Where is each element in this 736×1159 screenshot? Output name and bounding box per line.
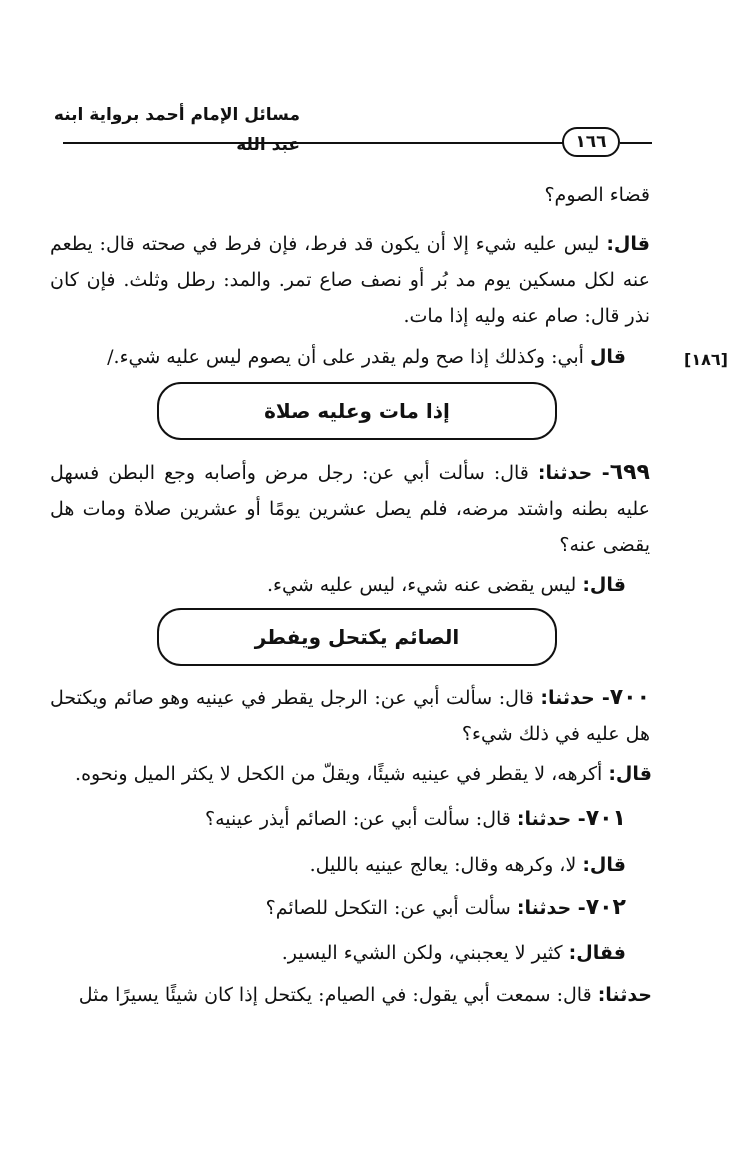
page-number: ١٦٦ (562, 127, 620, 157)
numbered-question-702 (266, 891, 626, 925)
paragraph-text: سألت أبي عن: التكحل للصائم؟ (265, 897, 517, 919)
paragraph-answer-6 (282, 936, 626, 970)
narration-label: - حدثنا: (516, 808, 586, 830)
paragraph-narration (79, 978, 652, 1012)
section-heading: إذا مات وعليه صلاة (157, 382, 557, 440)
narration-label: حدثنا: (597, 984, 652, 1006)
speaker-label: قال: (606, 233, 650, 255)
item-number: ٦٩٩ (609, 460, 650, 485)
paragraph-answer-2 (107, 340, 626, 374)
speaker-label: قال: (582, 854, 626, 876)
paragraph-text: كثير لا يعجبني، ولكن الشيء اليسير. (281, 942, 569, 964)
narration-label: - حدثنا: (537, 462, 610, 484)
margin-reference: [١٨٦] (684, 350, 728, 369)
section-heading-2: الصائم يكتحل ويفطر (157, 608, 557, 666)
paragraph-text: قال: سألت أبي عن: الصائم أيذر عينيه؟ (205, 808, 517, 830)
paragraph-text: أبي: وكذلك إذا صح ولم يقدر على أن يصوم ليس عليه شيء./ (107, 346, 590, 368)
item-number: ٧٠٠ (609, 685, 651, 710)
paragraph-answer-4 (75, 757, 652, 791)
paragraph-text: قال: سألت أبي عن: الرجل يقطر في عينيه وهو صائم ويكتحل هل عليه في ذلك شيء؟ (50, 687, 650, 745)
running-header: مسائل الإمام أحمد برواية ابنه عبد الله (53, 105, 300, 155)
paragraph-answer (50, 226, 650, 334)
narration-label: - حدثنا: (540, 687, 610, 709)
speaker-label: قال: (608, 763, 652, 785)
speaker-label: فقال: (568, 942, 626, 964)
numbered-question-701 (205, 802, 626, 836)
narration-label: - حدثنا: (516, 897, 586, 919)
paragraph-text: لا، وكرهه وقال: يعالج عينيه بالليل. (309, 854, 583, 876)
paragraph-text: قال: سألت أبي عن: رجل مرض وأصابه وجع البطن فسهل عليه بطنه واشتد مرضه، فلم يصل عشرين يومًا أو عشرين صلاة ومات هل يقضى عنه؟ (50, 462, 650, 556)
item-number: ٧٠٢ (585, 895, 626, 920)
header-rule-right (620, 142, 652, 144)
numbered-question-700 (50, 680, 650, 752)
item-number: ٧٠١ (585, 806, 626, 831)
numbered-question-699 (50, 455, 650, 563)
paragraph-answer-3 (267, 568, 626, 602)
paragraph-text: ليس يقضى عنه شيء، ليس عليه شيء. (266, 574, 583, 596)
paragraph-text: قال: سمعت أبي يقول: في الصيام: يكتحل إذا كان شيئًا يسيرًا مثل (78, 984, 598, 1006)
paragraph-text: ليس عليه شيء إلا أن يكون قد فرط، فإن فرط في صحته قال: يطعم عنه لكل مسكين يوم مد بُر أو نصف صاع تمر. والمد: رطل وثلث. فإن كان نذر قال: صام عنه وليه إذا مات. (50, 233, 650, 327)
speaker-label: قال (589, 346, 626, 368)
paragraph-continuation (544, 178, 650, 212)
header-rule (63, 142, 563, 144)
paragraph-answer-5 (310, 848, 626, 882)
paragraph-text: قضاء الصوم؟ (544, 184, 650, 206)
speaker-label: قال: (582, 574, 626, 596)
paragraph-text: أكرهه، لا يقطر في عينيه شيئًا، ويقلّ من الكحل لا يكثر الميل ونحوه. (75, 763, 609, 785)
